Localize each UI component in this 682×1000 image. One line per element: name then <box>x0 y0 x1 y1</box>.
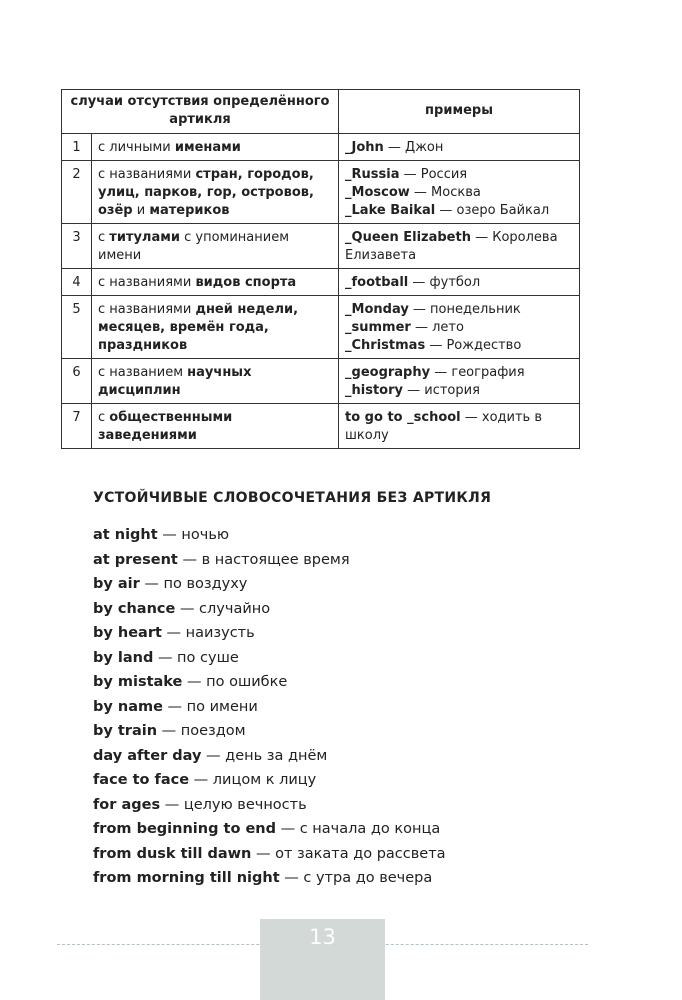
case-text: с названиями <box>98 167 196 182</box>
phrase-translation: — с утра до вечера <box>279 870 433 886</box>
example-term: to go to _school <box>345 410 461 425</box>
case-cell <box>92 224 339 269</box>
case-cell <box>92 269 339 296</box>
case-text: материков <box>149 203 230 218</box>
phrase-translation: — целую вечность <box>160 796 307 813</box>
phrase-translation: — ночью <box>157 527 230 543</box>
phrase-item <box>93 744 446 769</box>
case-text: с названиями <box>98 302 196 317</box>
case-text: с <box>98 410 110 425</box>
examples-cell <box>339 161 580 224</box>
example-line <box>345 274 573 292</box>
examples-cell <box>339 359 580 404</box>
phrase-translation: — от заката до рассвета <box>251 845 446 862</box>
phrase-item <box>93 523 446 548</box>
table-row <box>62 296 580 359</box>
case-cell <box>92 134 339 161</box>
phrases-title: УСТОЙЧИВЫЕ СЛОВОСОЧЕТАНИЯ БЕЗ АРТИКЛЯ <box>93 490 492 506</box>
phrase-english: from beginning to end <box>93 821 276 837</box>
example-translation: — понедельник <box>408 302 521 317</box>
table-row <box>62 404 580 449</box>
phrase-english: from morning till night <box>93 870 280 886</box>
example-translation: — Москва <box>409 185 481 200</box>
phrase-english: by train <box>93 723 158 739</box>
phrase-item <box>93 572 446 597</box>
phrase-english: by heart <box>93 625 162 641</box>
table-body <box>62 134 580 449</box>
example-term: _Queen Elizabeth <box>345 230 471 245</box>
case-text: с личными <box>98 140 175 155</box>
phrase-translation: — случайно <box>175 600 271 617</box>
examples-cell <box>339 134 580 161</box>
example-line <box>345 364 573 382</box>
phrase-translation: — лицом к лицу <box>189 772 317 788</box>
phrase-item <box>93 793 446 818</box>
example-term: _John <box>345 140 384 155</box>
page-number: 13 <box>309 925 336 949</box>
case-text: именами <box>174 140 241 155</box>
row-number: 2 <box>62 161 92 224</box>
case-text: титулами <box>109 230 180 245</box>
header-case: случаи отсутствия определённого артикля <box>62 90 339 134</box>
phrase-translation: — по воздуху <box>139 576 248 592</box>
example-translation: — лето <box>410 320 464 335</box>
example-translation: — история <box>403 383 480 398</box>
table-header-row <box>62 90 580 134</box>
example-line <box>345 202 573 220</box>
example-line <box>345 409 573 445</box>
examples-cell <box>339 404 580 449</box>
phrase-english: for ages <box>93 796 161 813</box>
case-cell <box>92 296 339 359</box>
example-term: _history <box>345 383 403 398</box>
phrase-translation: — наизусть <box>161 625 255 641</box>
phrase-english: at night <box>93 527 158 543</box>
example-line <box>345 166 573 184</box>
case-text: и <box>132 203 150 218</box>
case-text: с названиями <box>98 275 196 290</box>
example-translation: — озеро Байкал <box>435 203 550 218</box>
phrase-translation: — по ошибке <box>182 674 288 690</box>
phrase-translation: — поездом <box>157 723 246 739</box>
example-translation: — Королева Елизавета <box>345 230 558 263</box>
phrase-english: by name <box>93 698 163 715</box>
example-term: _Lake Baikal <box>345 203 436 218</box>
example-term: _Christmas <box>345 338 426 353</box>
phrase-translation: — с начала до конца <box>276 821 441 837</box>
phrase-english: by mistake <box>93 674 183 690</box>
phrase-english: day after day <box>93 747 202 764</box>
phrases-list <box>93 523 446 891</box>
example-line <box>345 337 573 355</box>
example-line <box>345 319 573 337</box>
row-number: 4 <box>62 269 92 296</box>
example-translation: — география <box>430 365 525 380</box>
case-text: видов спорта <box>195 275 297 290</box>
case-cell <box>92 359 339 404</box>
table-row <box>62 359 580 404</box>
case-cell <box>92 161 339 224</box>
row-number: 6 <box>62 359 92 404</box>
phrase-english: by land <box>93 649 154 666</box>
table-row <box>62 161 580 224</box>
case-text: общественными заведениями <box>98 410 233 443</box>
case-text: с названием <box>98 365 188 380</box>
examples-cell <box>339 224 580 269</box>
example-term: _football <box>345 275 409 290</box>
row-number: 1 <box>62 134 92 161</box>
example-term: _Russia <box>345 167 400 182</box>
phrase-item <box>93 817 446 842</box>
example-translation: — футбол <box>408 275 481 290</box>
phrase-english: at present <box>93 551 178 568</box>
phrase-item <box>93 548 446 573</box>
case-text: научных дисциплин <box>98 365 252 398</box>
phrase-english: from dusk till dawn <box>93 845 252 862</box>
example-translation: — Россия <box>399 167 468 182</box>
example-translation: — Джон <box>383 140 444 155</box>
phrase-item <box>93 842 446 867</box>
page-number-box <box>260 919 385 1000</box>
phrase-translation: — день за днём <box>201 747 328 764</box>
case-text: с упоминанием имени <box>98 230 290 263</box>
phrase-english: by air <box>93 576 140 592</box>
example-line <box>345 184 573 202</box>
example-term: _summer <box>345 320 411 335</box>
phrase-translation: — по суше <box>153 649 239 666</box>
table-row <box>62 134 580 161</box>
phrase-item <box>93 695 446 720</box>
case-text: дней недели, месяцев, времён года, праздников <box>98 302 299 353</box>
phrase-english: by chance <box>93 600 176 617</box>
phrase-translation: — по имени <box>162 698 258 715</box>
table-row <box>62 269 580 296</box>
example-line <box>345 382 573 400</box>
phrase-item <box>93 719 446 744</box>
phrase-item <box>93 621 446 646</box>
case-text: с <box>98 230 110 245</box>
example-line <box>345 139 573 157</box>
phrase-english: face to face <box>93 772 190 788</box>
table-row <box>62 224 580 269</box>
examples-cell <box>339 296 580 359</box>
case-cell <box>92 404 339 449</box>
row-number: 5 <box>62 296 92 359</box>
header-examples: примеры <box>339 90 580 134</box>
articles-table <box>61 89 580 449</box>
row-number: 7 <box>62 404 92 449</box>
example-line <box>345 301 573 319</box>
phrase-translation: — в настоящее время <box>177 551 350 568</box>
example-term: _Monday <box>345 302 409 317</box>
phrase-item <box>93 768 446 793</box>
examples-cell <box>339 269 580 296</box>
example-term: _geography <box>345 365 431 380</box>
phrase-item <box>93 646 446 671</box>
example-translation: — Рождество <box>425 338 522 353</box>
example-translation: — ходить в школу <box>345 410 543 443</box>
case-text: стран, городов, улиц, парков, гор, островов, озёр <box>98 167 314 218</box>
phrase-item <box>93 866 446 891</box>
example-term: _Moscow <box>345 185 410 200</box>
example-line <box>345 229 573 265</box>
phrase-item <box>93 670 446 695</box>
row-number: 3 <box>62 224 92 269</box>
phrase-item <box>93 597 446 622</box>
